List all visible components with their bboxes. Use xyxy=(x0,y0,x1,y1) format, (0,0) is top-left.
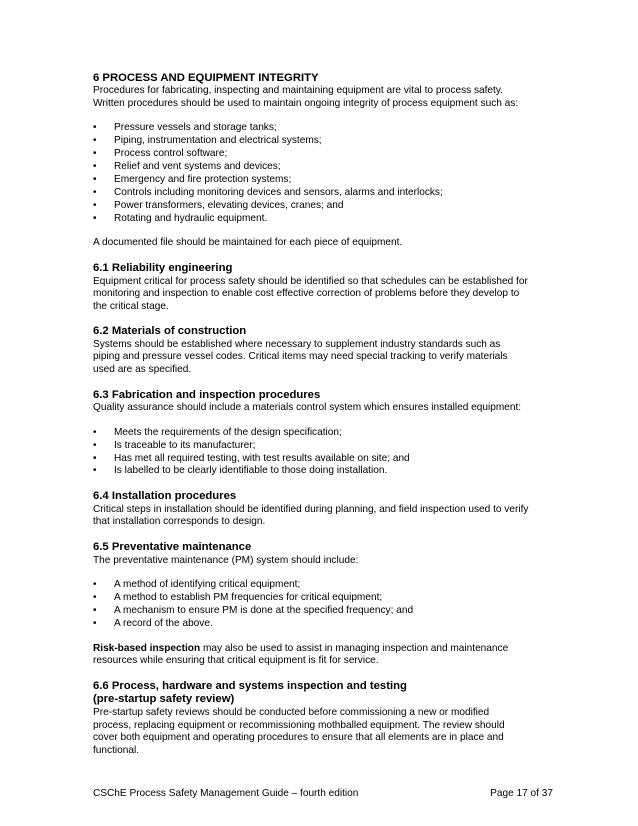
risk-based-line-1: Risk-based inspection may also be used to assist in managing inspection and maintenance xyxy=(93,642,509,654)
bullet-icon: • xyxy=(93,439,97,451)
list-item: • Power transformers, elevating devices, cranes; and xyxy=(93,199,344,211)
bullet-icon: • xyxy=(93,199,97,211)
heading-6-6-sub: (pre-startup safety review) xyxy=(93,693,235,706)
s66-line-4: functional. xyxy=(93,744,140,756)
heading-6-1: 6.1 Reliability engineering xyxy=(93,262,233,275)
heading-6-5: 6.5 Preventative maintenance xyxy=(93,541,252,553)
bullet-icon: • xyxy=(93,465,97,477)
bullet-icon: • xyxy=(93,579,97,591)
list-item: • A record of the above. xyxy=(93,617,213,629)
risk-based-line-2: resources while ensuring that critical equipment is fit for service. xyxy=(93,655,379,667)
risk-based-term: Risk-based inspection xyxy=(93,642,201,654)
s62-line-2: piping and pressure vessel codes. Critical items may need special tracking to verify materials xyxy=(93,351,508,363)
intro-line-1: Procedures for fabricating, inspecting and maintaining equipment are vital to process safety. xyxy=(93,85,503,96)
s62-line-1: Systems should be established where necessary to supplement industry standards such as xyxy=(93,338,501,350)
bullet-icon: • xyxy=(93,212,97,224)
s65-line-1: The preventative maintenance (PM) system should include: xyxy=(93,554,359,566)
bullet-icon: • xyxy=(93,452,97,464)
s63-line-1: Quality assurance should include a materials control system which ensures installed equipment: xyxy=(93,402,522,414)
documented-file-text: A documented file should be maintained for each piece of equipment. xyxy=(93,237,403,249)
list-item: • Relief and vent systems and devices; xyxy=(93,160,281,172)
bullet-icon: • xyxy=(93,148,97,159)
list-item: • Rotating and hydraulic equipment. xyxy=(93,212,268,224)
list-item: • A method to establish PM frequencies for critical equipment; xyxy=(93,592,383,603)
pm-list xyxy=(93,579,553,631)
heading-6-6: 6.6 Process, hardware and systems inspection and testing xyxy=(93,679,407,692)
intro-line-2: Written procedures should be used to maintain ongoing integrity of process equipment such as: xyxy=(93,97,519,109)
qa-list xyxy=(93,427,553,479)
heading-6-3: 6.3 Fabrication and inspection procedures xyxy=(93,388,321,401)
list-item: • Is labelled to be clearly identifiable to those doing installation. xyxy=(93,465,388,477)
heading-6-2: 6.2 Materials of construction xyxy=(93,325,247,338)
list-item: • Pressure vessels and storage tanks; xyxy=(93,122,277,134)
list-item: • Has met all required testing, with test results available on site; and xyxy=(93,452,410,464)
list-item: • Emergency and fire protection systems; xyxy=(93,173,292,185)
list-item: • Process control software; xyxy=(93,148,228,159)
s66-line-2: process, replacing equipment or recommissioning mothballed equipment. The review should xyxy=(93,719,505,731)
list-item: • Meets the requirements of the design specification; xyxy=(93,426,342,438)
list-item: • Is traceable to its manufacturer; xyxy=(93,439,256,451)
s66-line-3: cover both equipment and operating procedures to ensure that all elements are in place and xyxy=(93,732,504,744)
s66-line-1: Pre-startup safety reviews should be conducted before commissioning a new or modified xyxy=(93,706,490,718)
bullet-icon: • xyxy=(93,160,97,172)
equipment-list xyxy=(93,122,553,225)
s64-line-2: that installation corresponds to design. xyxy=(93,516,266,528)
section-title: 6 PROCESS AND EQUIPMENT INTEGRITY xyxy=(93,72,319,84)
bullet-icon: • xyxy=(93,122,97,134)
page-number: Page 17 of 37 xyxy=(490,788,553,799)
bullet-icon: • xyxy=(93,173,97,185)
s64-line-1: Critical steps in installation should be identified during planning, and field inspection used to verify xyxy=(93,503,529,515)
bullet-icon: • xyxy=(93,617,97,629)
list-item: • A method of identifying critical equipment; xyxy=(93,579,301,591)
s61-line-1: Equipment critical for process safety should be identified so that schedules can be established for xyxy=(93,275,528,287)
bullet-icon: • xyxy=(93,604,97,616)
list-item: • Piping, instrumentation and electrical systems; xyxy=(93,135,322,147)
bullet-icon: • xyxy=(93,135,97,147)
bullet-icon: • xyxy=(93,592,97,603)
s62-line-3: used are as specified. xyxy=(93,364,192,375)
s61-line-3: the critical stage. xyxy=(93,300,169,312)
s61-line-2: monitoring and inspection to enable cost effective correction of problems before they develop to xyxy=(93,288,520,300)
list-item: • A mechanism to ensure PM is done at the specified frequency; and xyxy=(93,604,414,616)
bullet-icon: • xyxy=(93,426,97,438)
list-item: • Controls including monitoring devices and sensors, alarms and interlocks; xyxy=(93,186,443,198)
footer-doc-title: CSChE Process Safety Management Guide – fourth edition xyxy=(93,788,359,799)
heading-6-4: 6.4 Installation procedures xyxy=(93,490,237,503)
bullet-icon: • xyxy=(93,186,97,198)
document-page xyxy=(93,71,553,757)
